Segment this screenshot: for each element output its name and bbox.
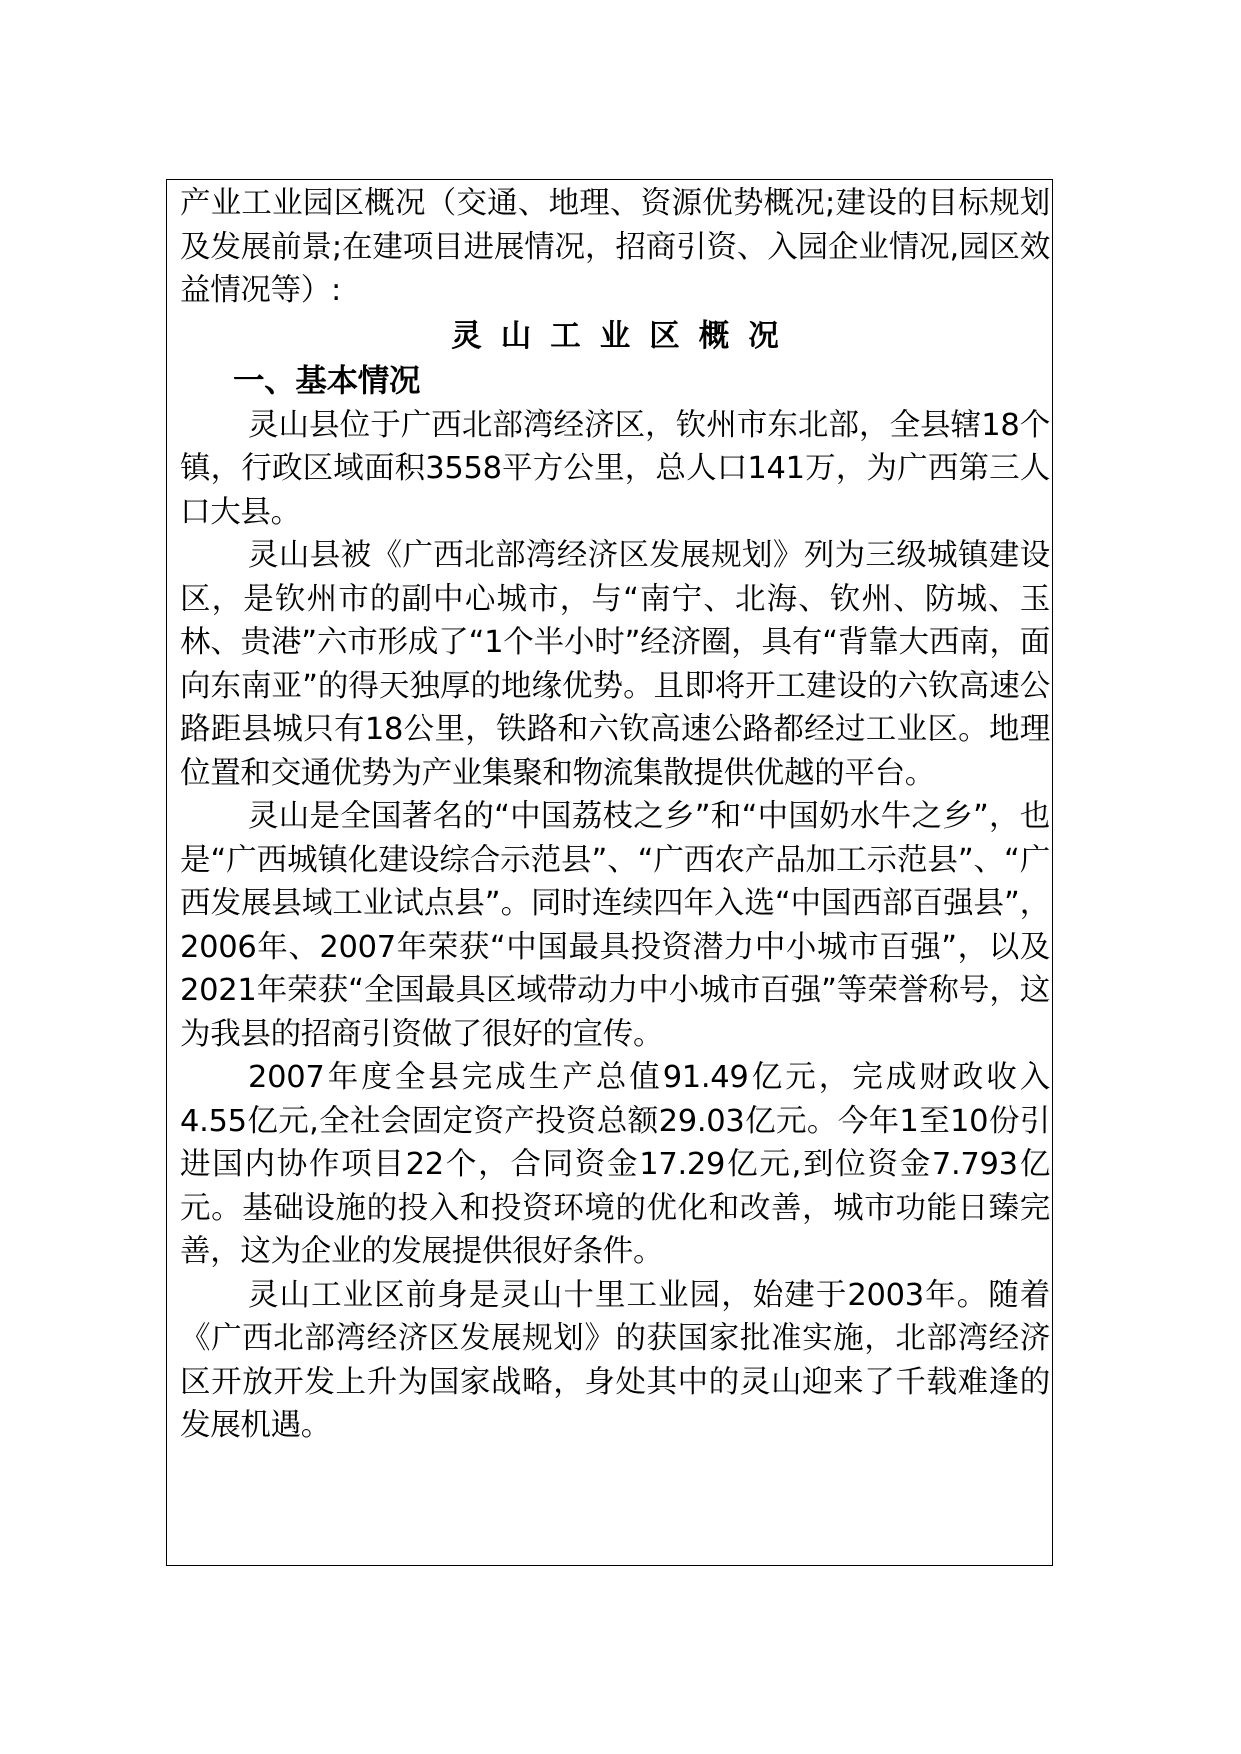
document-body [180,182,1050,1448]
paragraph-planning: 灵山县被《广西北部湾经济区发展规划》列为三级城镇建设区，是钦州市的副中心城市，与“南宁、北海、钦州、防城、玉林、贵港”六市形成了“1个半小时”经济圈，具有“背靠大西南，面向东南亚”的得天独厚的地缘优势。且即将开工建设的六钦高速公路距县城只有18公里，铁路和六钦高速公路都经过工业区。地理位置和交通优势为产业集聚和物流集散提供优越的平台。 [180,538,1050,791]
section-heading: 一、基本情况 [233,363,421,399]
form-prompt: 产业工业园区概况（交通、地理、资源优势概况;建设的目标规划及发展前景;在建项目进展情况，招商引资、入园企业情况,园区效益情况等）: [180,186,1050,308]
document-title: 灵山工业区概况 [451,318,798,354]
paragraph-history: 灵山工业区前身是灵山十里工业园，始建于2003年。随着《广西北部湾经济区发展规划》的获国家批准实施，北部湾经济区开放开发上升为国家战略，身处其中的灵山迎来了千载难逢的发展机遇。 [180,1277,1050,1443]
paragraph-economy: 2007年度全县完成生产总值91.49亿元，完成财政收入4.55亿元,全社会固定资产投资总额29.03亿元。今年1至10份引进国内协作项目22个，合同资金17.29亿元,到位资金7.793亿元。基础设施的投入和投资环境的优化和改善，城市功能日臻完善，这为企业的发展提供很好条件。 [180,1060,1050,1269]
paragraph-location: 灵山县位于广西北部湾经济区，钦州市东北部，全县辖18个镇，行政区域面积3558平方公里，总人口141万，为广西第三人口大县。 [180,407,1050,530]
paragraph-honors: 灵山是全国著名的“中国荔枝之乡”和“中国奶水牛之乡”，也是“广西城镇化建设综合示范县”、“广西农产品加工示范县”、“广西发展县域工业试点县”。同时连续四年入选“中国西部百强县”，2006年、2007年荣获“中国最具投资潜力中小城市百强”，以及2021年荣获“全国最具区域带动力中小城市百强”等荣誉称号，这为我县的招商引资做了很好的宣传。 [180,799,1050,1052]
